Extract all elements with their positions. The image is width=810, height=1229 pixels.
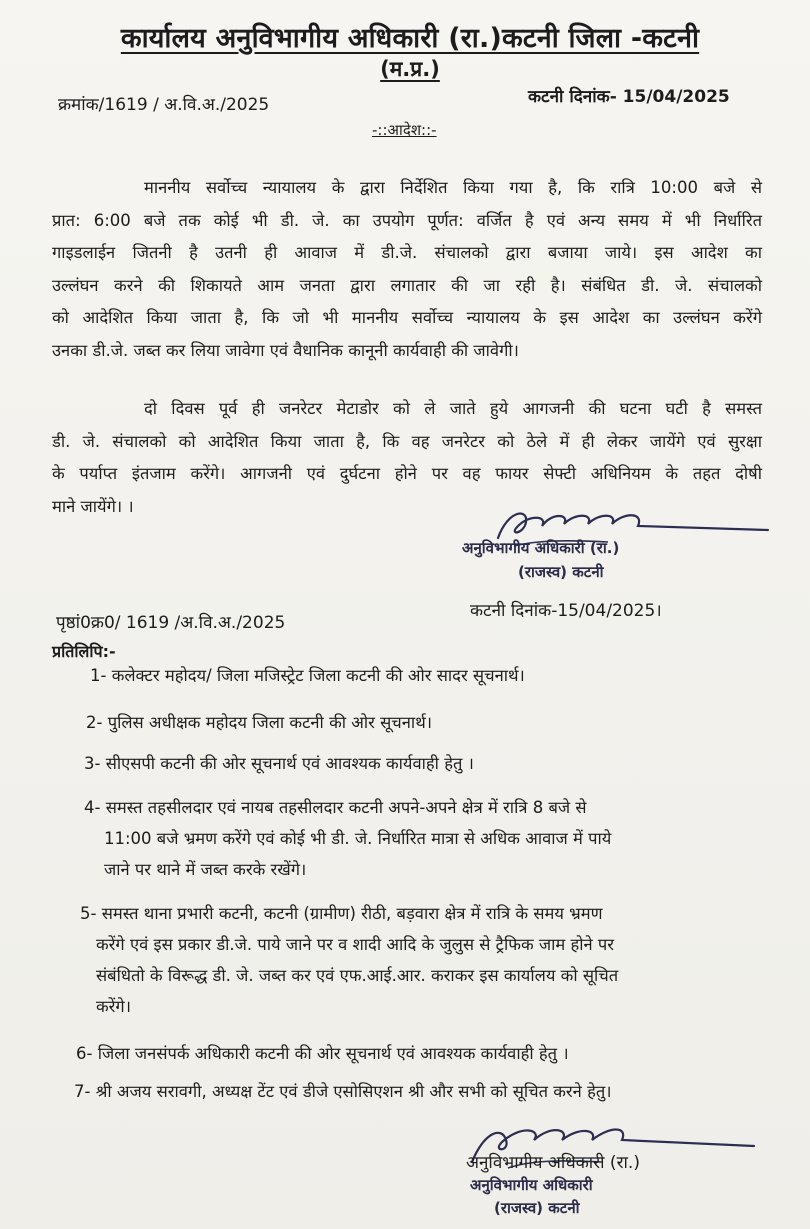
copy-text: श्री अजय सरावगी, अध्यक्ष टेंट एवं डीजे एसोसिएशन श्री और सभी को सूचित करने हेतु। <box>95 1082 612 1101</box>
copy-item-3 <box>84 748 474 779</box>
paragraph-line: उल्लंघन करने की शिकायते आम जनता द्वारा लगातार की जा रही है। संबंधित डी. जे. संचालको <box>52 275 762 295</box>
order-heading: -::आदेश::- <box>372 121 437 139</box>
order-number: क्रमांक/1619 / अ.वि.अ./2025 <box>58 95 270 115</box>
copy-number: 1- <box>90 666 107 685</box>
copy-number: 2- <box>86 713 103 732</box>
signature-1-stamp: (राजस्व) कटनी <box>518 563 604 581</box>
order-paragraph-1 <box>52 172 762 367</box>
paragraph-line: प्रात: 6:00 बजे तक कोई भी डी. जे. का उपयोग पूर्णत: वर्जित है एवं अन्य समय में भी निर्धारित <box>52 210 762 230</box>
signature-2-stamp-line2: (राजस्व) कटनी <box>494 1199 580 1217</box>
paragraph-line: माननीय सर्वोच्च न्यायालय के द्वारा निर्देशित किया गया है, कि रात्रि 10:00 बजे से <box>144 178 762 197</box>
copy-number: 5- <box>80 904 97 923</box>
signature-1-designation: अनुविभागीय अधिकारी (रा.) <box>462 539 620 557</box>
office-state: (म.प्र.) <box>380 57 440 81</box>
copy-text: जिला जनसंपर्क अधिकारी कटनी की ओर सूचनार्थ एवं आवश्यक कार्यवाही हेतु । <box>97 1044 569 1063</box>
copy-text: करेंगे एवं इस प्रकार डी.जे. पाये जाने पर व शादी आदि के जुलुस से ट्रैफिक जाम होने पर <box>96 935 615 954</box>
copy-text: जाने पर थाने में जब्त करके रखेंगे। <box>104 860 307 879</box>
endorsement-date: कटनी दिनांक-15/04/2025। <box>470 601 662 621</box>
paragraph-line: माने जायेंगे। । <box>52 496 134 516</box>
copy-item-6 <box>76 1038 569 1069</box>
paragraph-line: के पर्याप्त इंतजाम करेंगे। आगजनी एवं दुर्घटना होने पर वह फायर सेफ्टी अधिनियम के तहत दोषी <box>52 464 762 483</box>
paragraph-line: उनका डी.जे. जब्त कर लिया जावेगा एवं वैधानिक कानूनी कार्यवाही की जावेगी। <box>52 340 519 360</box>
paragraph-line: डी. जे. संचालको को आदेशित किया जाता है, कि वह जनरेटर को ठेले में ही लेकर जायेंगे एवं सुरक्षा <box>52 431 762 451</box>
copy-text: समस्त थाना प्रभारी कटनी, कटनी (ग्रामीण) रीठी, बड़वारा क्षेत्र में रात्रि के समय भ्रमण <box>101 904 603 923</box>
copy-text: कलेक्टर महोदय/ जिला मजिस्ट्रेट जिला कटनी की ओर सादर सूचनार्थ। <box>111 666 525 685</box>
office-title: कार्यालय अनुविभागीय अधिकारी (रा.)कटनी जिला -कटनी <box>120 23 700 54</box>
copy-number: 7- <box>74 1082 91 1101</box>
copy-item-2 <box>86 707 432 738</box>
copy-text: करेंगे। <box>96 997 131 1016</box>
copy-number: 6- <box>76 1044 93 1063</box>
copy-text: पुलिस अधीक्षक महोदय जिला कटनी की ओर सूचनार्थ। <box>107 713 432 732</box>
copy-number: 3- <box>84 754 101 773</box>
paragraph-line: को आदेशित किया जाता है, कि जो भी माननीय सर्वोच्च न्यायालय के इस आदेश का उल्लंघन करेंगे <box>52 308 762 327</box>
paragraph-line: दो दिवस पूर्व ही जनरेटर मेटाडोर को ले जाते हुये आगजनी की घटना घटी है समस्त <box>144 399 762 418</box>
signature-2-designation: अनुविभागीय अधिकारी (रा.) <box>466 1153 640 1173</box>
copy-item-7 <box>74 1076 612 1107</box>
copy-item-5 <box>80 898 770 1022</box>
order-date: कटनी दिनांक- 15/04/2025 <box>528 87 730 107</box>
copy-item-1 <box>90 660 525 691</box>
endorsement-number: पृष्ठां0क्र0/ 1619 /अ.वि.अ./2025 <box>56 613 286 633</box>
copy-item-4 <box>84 792 764 885</box>
paragraph-line: गाइडलाईन जितनी है उतनी ही आवाज में डी.जे. संचालको द्वारा बजाया जाये। इस आदेश का <box>52 243 762 262</box>
copy-heading: प्रतिलिपि:- <box>52 642 116 661</box>
copy-text: 11:00 बजे भ्रमण करेंगे एवं कोई भी डी. जे. निर्धारित मात्रा से अधिक आवाज में पाये <box>104 829 612 848</box>
signature-2-stamp-line1: अनुविभागीय अधिकारी <box>470 1176 593 1194</box>
copy-text: सीएसपी कटनी की ओर सूचनार्थ एवं आवश्यक कार्यवाही हेतु । <box>105 754 474 773</box>
copy-text: समस्त तहसीलदार एवं नायब तहसीलदार कटनी अपने-अपने क्षेत्र में रात्रि 8 बजे से <box>105 798 587 817</box>
copy-number: 4- <box>84 798 101 817</box>
copy-text: संबंधितो के विरूद्ध डी. जे. जब्त कर एवं एफ.आई.आर. कराकर इस कार्यालय को सूचित <box>96 966 619 985</box>
